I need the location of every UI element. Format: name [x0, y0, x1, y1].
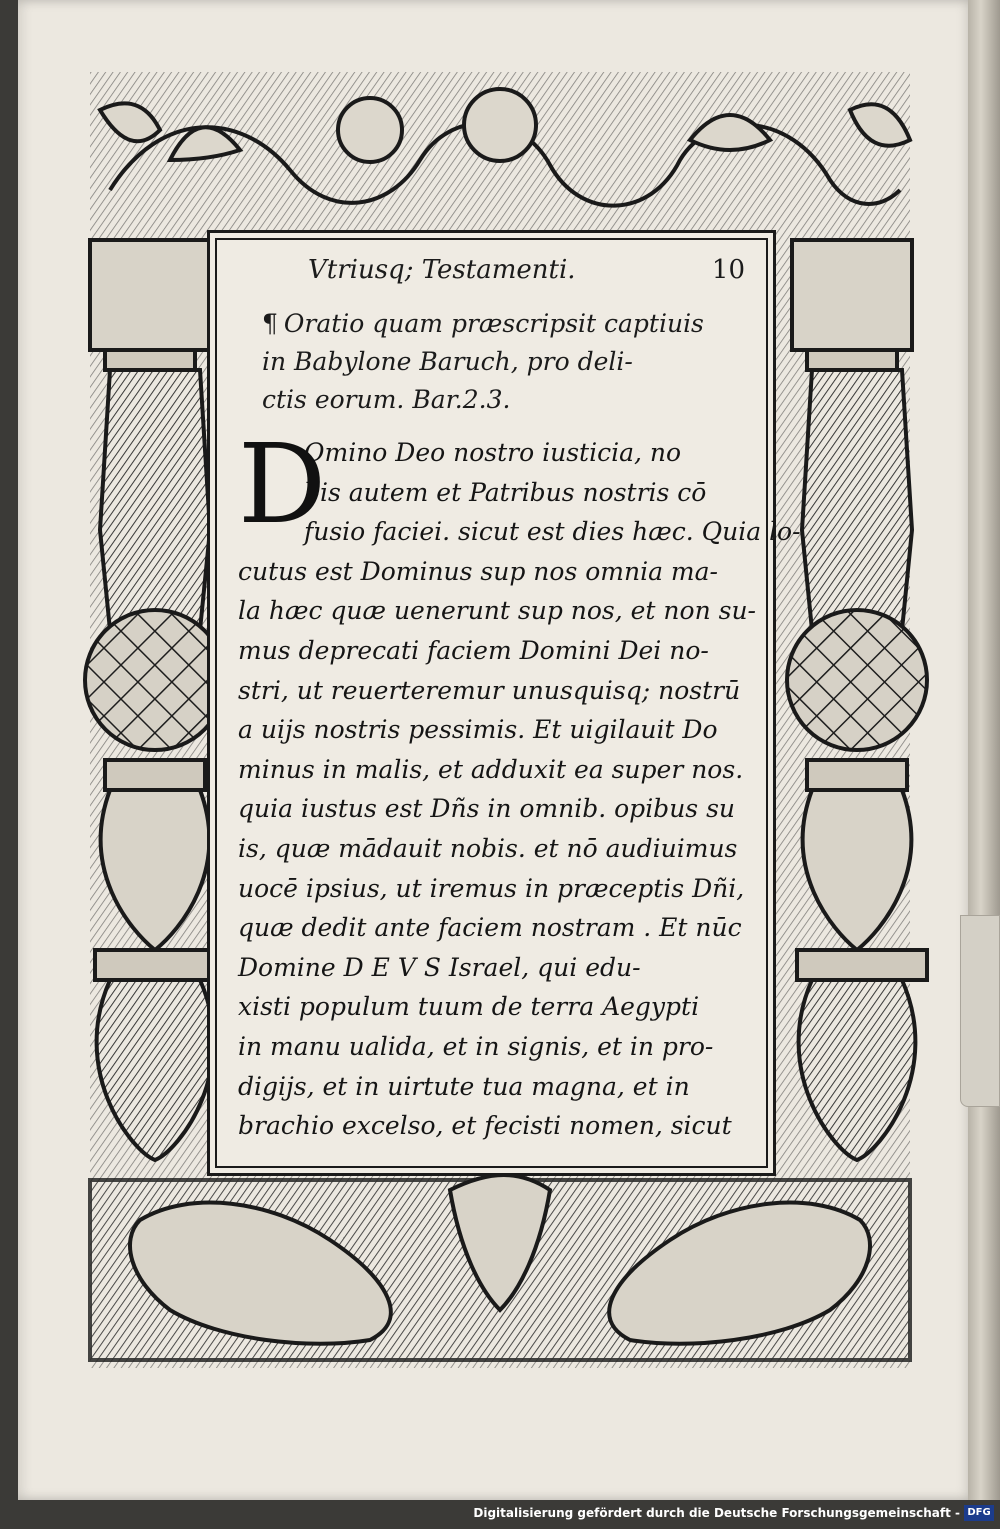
body-line: Omino Deo nostro iusticia, no: [304, 438, 682, 467]
page-number: 10: [711, 255, 745, 285]
body-line: la hæc quæ uenerunt sup nos, et non su-: [238, 596, 757, 626]
body-line: bis autem et Patribus nostris cō: [304, 477, 707, 507]
body-line: cutus est Dominus sup nos omnia ma-: [238, 556, 718, 586]
text-panel: [207, 230, 801, 1176]
body-line: quæ dedit ante faciem nostram . Et nūc: [238, 913, 742, 943]
body-line: is, quæ mādauit nobis. et nō audiuimus: [238, 833, 738, 863]
body-line: Domine D E V S Israel, qui edu-: [238, 952, 641, 982]
body-line: fusio faciei. sicut est dies hæc. Quia lo-: [304, 517, 801, 547]
body-line: digijs, et in uirtute tua magna, et in: [238, 1071, 690, 1101]
body-line: uocē ipsius, ut iremus in præceptis Dñi,: [238, 873, 745, 903]
body-line: quia iustus est Dñs in omnib. opibus su: [238, 794, 735, 824]
pilcrow-icon: ¶: [262, 309, 278, 338]
page-edge: [968, 0, 1000, 1500]
drop-cap: D: [238, 420, 327, 548]
funding-credit: Digitalisierung gefördert durch die Deutsche Forschungsgemeinschaft -: [473, 1506, 960, 1520]
bottom-ornament: [90, 1175, 910, 1360]
dfg-logo-icon: DFG: [964, 1505, 994, 1521]
body-text: [238, 420, 801, 1146]
body-line: minus in malis, et adduxit ea super nos.: [238, 754, 744, 784]
heading-line: in Babylone Baruch, pro deli-: [262, 347, 633, 376]
body-line: stri, ut reuerteremur unusquisq; nostrū: [238, 675, 741, 705]
chapter-heading: [262, 305, 751, 419]
body-line: mus deprecati faciem Domini Dei no-: [238, 635, 709, 665]
page-tab: [960, 915, 1000, 1107]
body-line: in manu ualida, et in signis, et in pro-: [238, 1031, 714, 1061]
body-line: a uijs nostris pessimis. Et uigilauit Do: [238, 715, 718, 745]
heading-line: ctis eorum. Bar.2.3.: [262, 385, 511, 414]
body-line: xisti populum tuum de terra Aegypti: [238, 992, 700, 1022]
running-head-title: Vtriusq; Testamenti.: [308, 255, 576, 285]
running-head: [210, 255, 773, 295]
heading-line: ¶ Oratio quam præscripsit captiuis: [262, 309, 704, 338]
body-line: brachio excelso, et fecisti nomen, sicut: [238, 1111, 732, 1141]
